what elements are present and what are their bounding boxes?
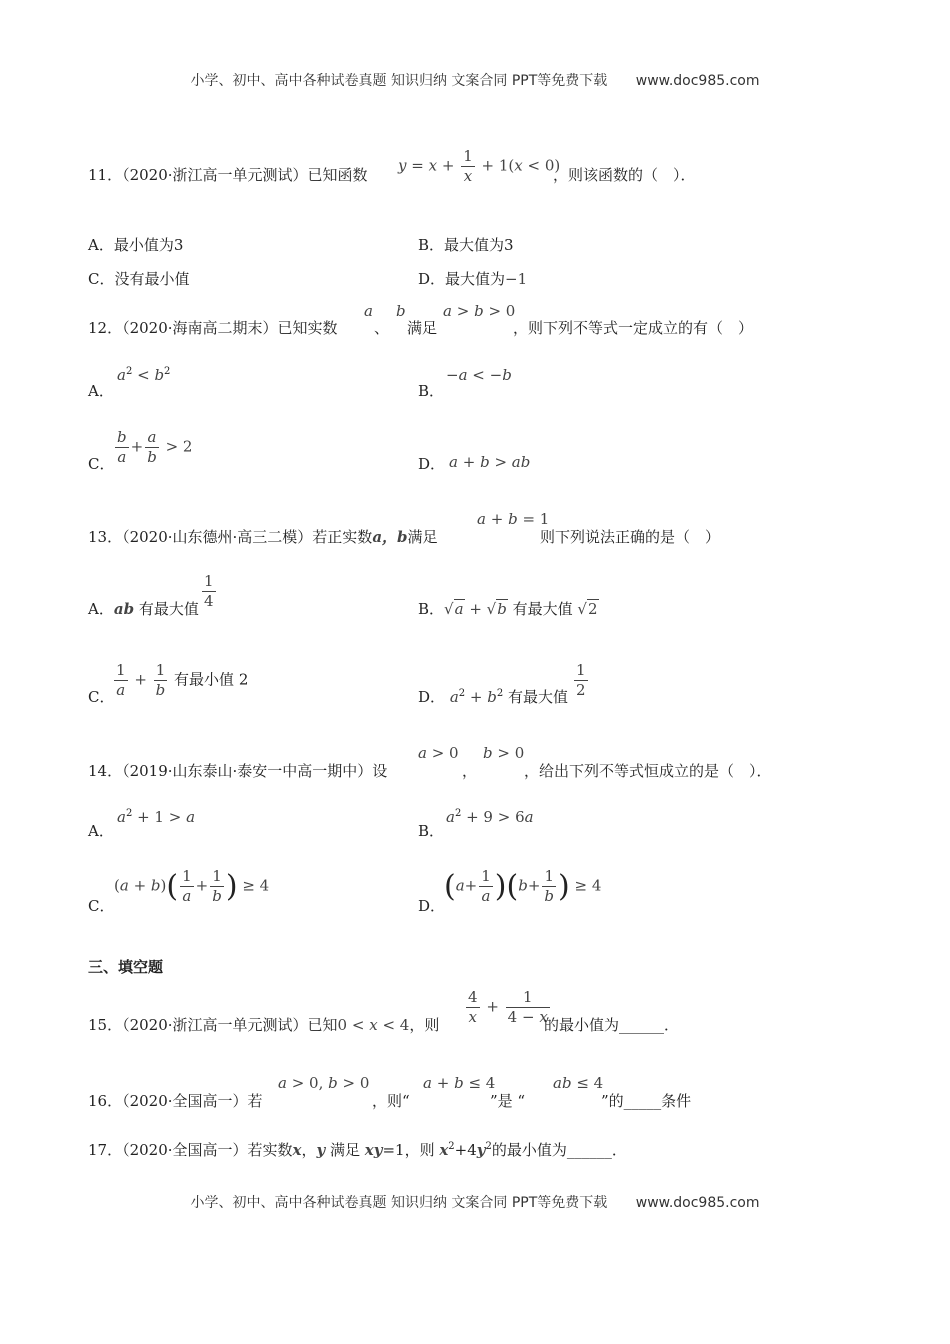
q16-condition: a > 0, b > 0 — [278, 1074, 370, 1092]
q14-cond-a: a > 0 — [418, 744, 459, 762]
footer-url[interactable]: www.doc985.com — [635, 1195, 760, 1211]
question-14: 14．（2019·山东泰山·泰安一中高一期中）设 — [88, 762, 388, 780]
section-title: 三、填空题 — [88, 958, 164, 976]
q14-option-d-label: D． — [418, 897, 446, 915]
q14-tail: ，给出下列不等式恒成立的是（ ）． — [524, 762, 772, 780]
header-text: 小学、初中、高中各种试卷真题 知识归纳 文案合同 PPT等免费下载 — [190, 73, 608, 89]
footer-text: 小学、初中、高中各种试卷真题 知识归纳 文案合同 PPT等免费下载 — [190, 1195, 608, 1211]
q12-var-b: b — [396, 302, 406, 320]
q12-option-a-label: A． — [88, 382, 114, 400]
q13-option-d-frac: $\frac{1}{2}$ — [576, 661, 586, 699]
q14-sep: ， — [462, 762, 478, 780]
q16-mid: ，则“ — [372, 1092, 410, 1110]
q13-tail: 则下列说法正确的是（ ） — [540, 528, 721, 546]
q16-stmt-2: ab ≤ 4 — [553, 1074, 604, 1092]
q12-condition: a > b > 0 — [443, 302, 516, 320]
q13-option-b: B．√a + √b 有最大值 √2 — [418, 600, 598, 618]
q14-option-c: (a + b)( $\frac{1}{a}$ + $\frac{1}{b}$ ) ≥ 4 — [114, 867, 270, 905]
q13-option-c-label: C． — [88, 688, 115, 706]
q12-option-d-label: D． — [418, 455, 446, 473]
page-header — [0, 70, 950, 90]
question-12: 12．（2020·海南高二期末）已知实数 — [88, 319, 338, 337]
header-url[interactable]: www.doc985.com — [635, 73, 760, 89]
q14-option-d: (a+ $\frac{1}{a}$ )(b+ $\frac{1}{b}$ ) ≥ 4 — [444, 867, 602, 905]
q14-option-c-label: C． — [88, 897, 115, 915]
q12-option-c: $\frac{b}{a}$ + $\frac{a}{b}$ > 2 — [117, 428, 193, 466]
q12-var-a: a — [364, 302, 373, 320]
q14-cond-b: b > 0 — [483, 744, 525, 762]
q14-option-a: $a^2 + 1 > a$ — [117, 808, 196, 826]
q15-tail: 的最小值为______． — [544, 1016, 680, 1034]
q16-mid2: ”是 “ — [490, 1092, 526, 1110]
q12-mid: 满足 — [407, 319, 438, 337]
q11-number: 11． — [88, 166, 123, 184]
q14-option-a-label: A． — [88, 822, 114, 840]
q16-tail: ”的_____条件 — [601, 1092, 692, 1110]
q12-option-d: a + b > ab — [449, 453, 531, 471]
q11-option-a: A．最小值为3 — [88, 236, 184, 254]
question-16: 16．（2020·全国高一）若 — [88, 1092, 263, 1110]
question-11 — [88, 164, 368, 185]
q13-condition: a + b = 1 — [477, 510, 550, 528]
q13-option-a-frac: $\frac{1}{4}$ — [204, 572, 214, 610]
q13-option-c: $\frac{1}{a}$ + $\frac{1}{b}$ 有最小值 2 — [116, 661, 249, 699]
q12-option-c-label: C． — [88, 455, 115, 473]
q12-option-b: −a < −b — [446, 366, 512, 384]
q16-stmt-1: a + b ≤ 4 — [423, 1074, 496, 1092]
q14-option-b: $a^2 + 9 > 6a$ — [446, 808, 534, 826]
question-13: 13．（2020·山东德州·高三二模）若正实数a，b满足 — [88, 528, 438, 546]
q11-formula: y = x + $\frac{1}{x}$ + 1(x < 0) — [398, 147, 561, 185]
q12-tail: ，则下列不等式一定成立的有（ ） — [513, 319, 754, 337]
q11-tail: ，则该函数的（ ）． — [553, 166, 696, 184]
q13-option-d: D． $a^2 + b^2$ 有最大值 — [418, 688, 569, 706]
q11-option-c: C．没有最小值 — [88, 270, 190, 288]
q12-option-a: $a^2 < b^2$ — [117, 366, 171, 384]
q14-option-b-label: B． — [418, 822, 445, 840]
q11-option-d: D．最大值为−1 — [418, 270, 528, 288]
question-15: 15．（2020·浙江高一单元测试）已知0 < x < 4，则 — [88, 1016, 440, 1034]
q15-expression: $\frac{4}{x}$ + $\frac{1}{4 - x}$ — [468, 988, 548, 1026]
q12-option-b-label: B． — [418, 382, 445, 400]
q12-sep: 、 — [374, 319, 390, 337]
page-footer — [0, 1192, 950, 1212]
question-17: 17．（2020·全国高一）若实数x，y 满足 xy=1，则 $x^2+4y^2$的最小值为______． — [88, 1141, 627, 1159]
q11-option-b: B．最大值为3 — [418, 236, 514, 254]
q13-option-a: A．ab 有最大值 — [88, 600, 199, 618]
q11-source: （2020·浙江高一单元测试）已知函数 — [122, 166, 368, 184]
